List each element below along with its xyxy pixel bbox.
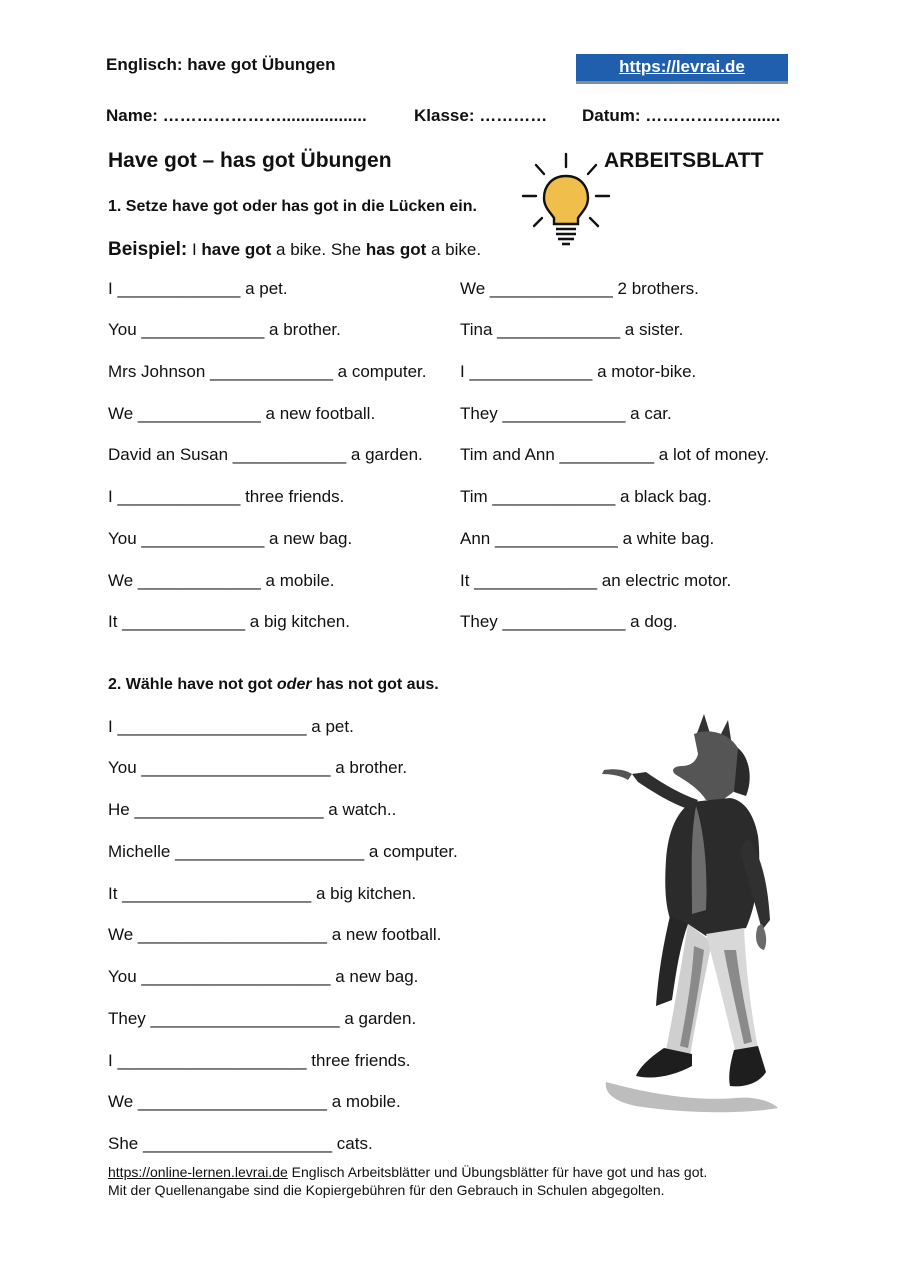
site-link[interactable]: https://levrai.de	[619, 57, 745, 76]
task2-line: He ____________________ a watch..	[108, 800, 397, 819]
document-title: Englisch: have got Übungen	[106, 55, 336, 74]
task1-left-line: It _____________ a big kitchen.	[108, 612, 350, 631]
name-field: Name: …………………..................	[106, 106, 367, 125]
task2-instruction-part: has not got aus.	[311, 676, 439, 693]
task2-line: We ____________________ a mobile.	[108, 1092, 401, 1111]
task2-instruction-part: oder	[276, 676, 312, 693]
footer-link[interactable]: https://online-lernen.levrai.de	[108, 1164, 288, 1180]
task1-right-line: They _____________ a dog.	[460, 612, 678, 631]
worksheet-label: ARBEITSBLATT	[604, 149, 764, 172]
example-part: has got	[365, 240, 427, 259]
task1-right-line: They _____________ a car.	[460, 404, 672, 423]
footer-line-1	[108, 1164, 707, 1180]
task1-right-line: It _____________ an electric motor.	[460, 571, 732, 590]
task2-line: You ____________________ a new bag.	[108, 967, 419, 986]
task1-right-line: We _____________ 2 brothers.	[460, 279, 699, 298]
example-sentence	[108, 239, 481, 261]
task1-left-line: We _____________ a mobile.	[108, 571, 335, 590]
class-field: Klasse: …………	[414, 106, 548, 125]
task1-left-line: I _____________ three friends.	[108, 487, 345, 506]
task2-line: We ____________________ a new football.	[108, 925, 442, 944]
task2-line: I ____________________ three friends.	[108, 1051, 411, 1070]
task1-left-line: Mrs Johnson _____________ a computer.	[108, 362, 427, 381]
task2-line: She ____________________ cats.	[108, 1134, 373, 1153]
site-link-box[interactable]	[576, 54, 788, 84]
example-part: a bike.	[426, 240, 482, 259]
footer-text: Englisch Arbeitsblätter und Übungsblätter für have got und has got.	[287, 1164, 708, 1180]
footer-line-2: Mit der Quellenangabe sind die Kopiergebühren für den Gebrauch in Schulen abgegolten.	[108, 1182, 665, 1198]
worksheet-heading: Have got – has got Übungen	[108, 149, 392, 172]
task1-right-line: Tina _____________ a sister.	[460, 320, 684, 339]
example-part: a bike. She	[271, 240, 366, 259]
lightbulb-icon	[520, 150, 612, 252]
date-field: Datum: ……………….......	[582, 106, 781, 125]
task1-left-line: David an Susan ____________ a garden.	[108, 445, 423, 464]
task1-right-line: I _____________ a motor-bike.	[460, 362, 697, 381]
task2-instruction-part: 2. Wähle have not got	[108, 676, 277, 693]
wolf-gentleman-illustration	[596, 710, 780, 1118]
task2-line: I ____________________ a pet.	[108, 717, 354, 736]
example-part: I	[191, 240, 202, 259]
task1-right-line: Tim and Ann __________ a lot of money.	[460, 445, 770, 464]
task1-instruction: 1. Setze have got oder has got in die Lücken ein.	[108, 198, 477, 215]
task2-line: It ____________________ a big kitchen.	[108, 884, 417, 903]
task1-left-line: You _____________ a new bag.	[108, 529, 353, 548]
task1-left-line: You _____________ a brother.	[108, 320, 341, 339]
task2-line: You ____________________ a brother.	[108, 758, 408, 777]
example-label: Beispiel:	[108, 239, 188, 260]
task2-line: They ____________________ a garden.	[108, 1009, 417, 1028]
example-part: have got	[201, 240, 272, 259]
task1-right-line: Tim _____________ a black bag.	[460, 487, 712, 506]
task1-left-line: I _____________ a pet.	[108, 279, 288, 298]
task1-left-line: We _____________ a new football.	[108, 404, 376, 423]
task1-right-line: Ann _____________ a white bag.	[460, 529, 715, 548]
task2-line: Michelle ____________________ a computer.	[108, 842, 458, 861]
task2-instruction	[108, 676, 439, 694]
